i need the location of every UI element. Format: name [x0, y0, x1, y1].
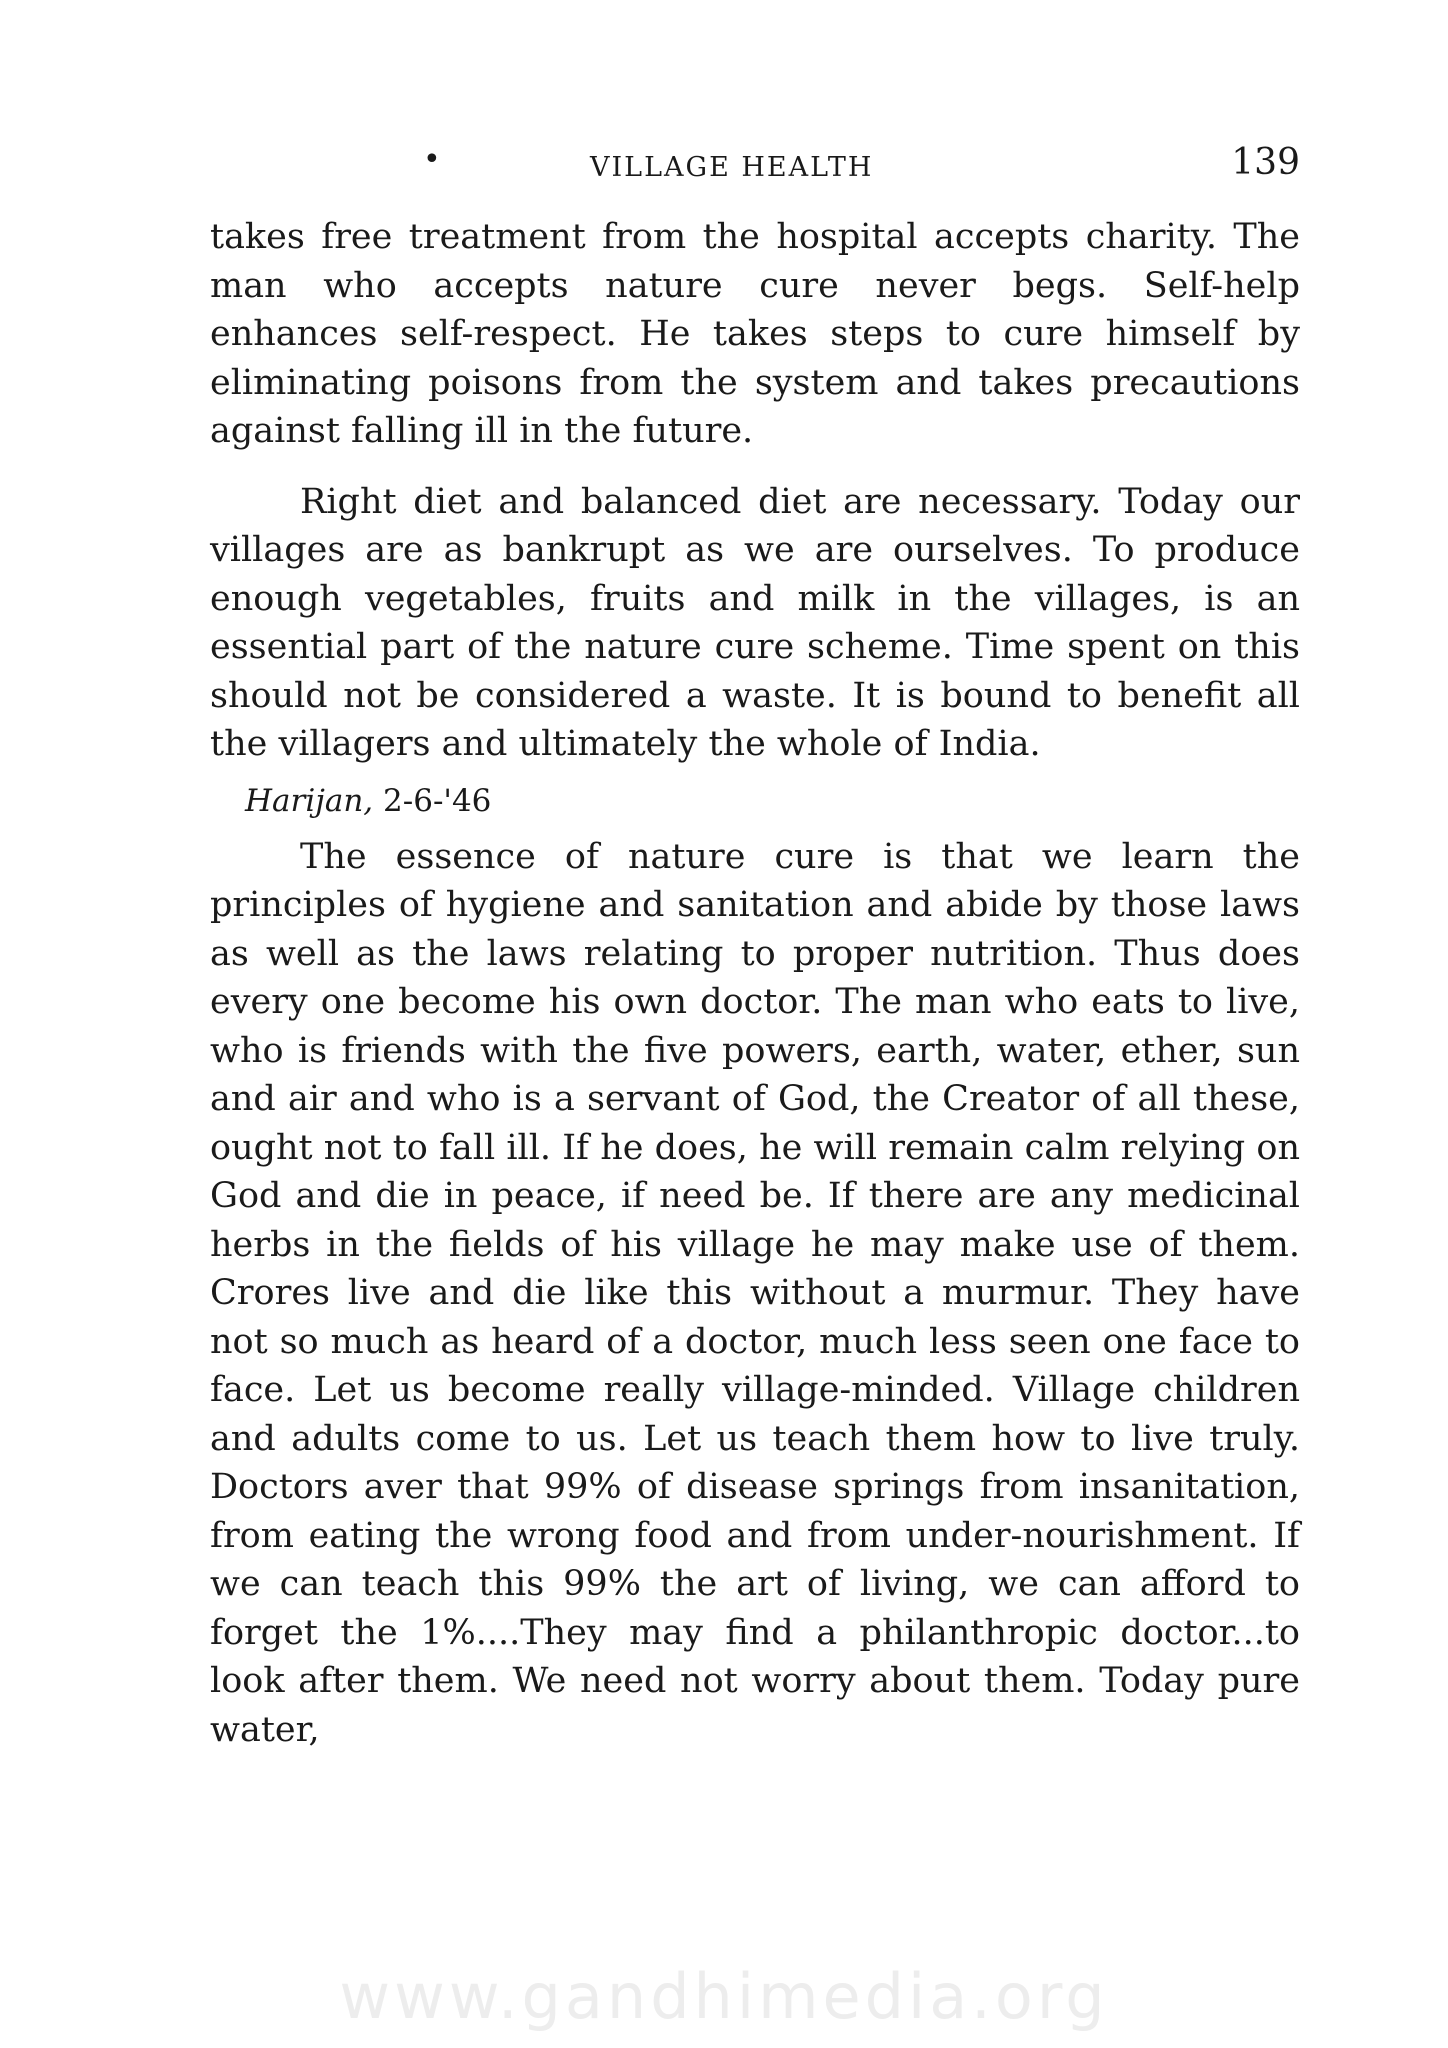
paragraph-essence-of-nature-cure: The essence of nature cure is that we learn the principles of hygiene and sanitation and abide by those laws as well as the laws relating to proper nutrition. Thus does every one become his own doctor. The man who eats to live, who is friends with the five powers, earth, water, ether, sun and air and who is a servant of God, the Creator of all these, ought not to fall ill. If he does, he will remain calm relying on God and die in peace, if need be. If there are any medicinal herbs in the fields of his village he may make use of them. Crores live and die like this without a murmur. They have not so much as heard of a doctor, much less seen one face to face. Let us become really village-minded. Village children and adults come to us. Let us teach them how to live truly. Doctors aver that 99% of disease springs from insanitation, from eating the wrong food and from under-nourishment. If we can teach this 99% the art of living, we can afford to forget the 1%....They may find a philanthropic doctor...to look after them. We need not worry about them. Today pure water,	[210, 836, 1300, 1750]
citation-date: 2-6-'46	[383, 782, 492, 819]
citation	[245, 779, 1300, 823]
header-marker: •	[423, 142, 441, 177]
running-title: VILLAGE HEALTH	[590, 152, 874, 183]
body-text	[210, 213, 1300, 1754]
citation-source: Harijan,	[245, 782, 374, 819]
paragraph-gap	[210, 456, 1300, 478]
page-number: 139	[1231, 142, 1300, 183]
paragraph-right-diet: Right diet and balanced diet are necessary. Today our villages are as bankrupt as we are ourselves. To produce enough vegetables, fruits and milk in the villages, is an essential part of the nature cure scheme. Time spent on this should not be considered a waste. It is bound to benefit all the villagers and ultimately the whole of India.	[210, 481, 1300, 764]
page-header	[210, 140, 1300, 190]
watermark: www.gandhimedia.org	[339, 1960, 1109, 2033]
paragraph-continuation: takes free treatment from the hospital accepts charity. The man who accepts nature cure never begs. Self-help enhances self-respect. He takes steps to cure himself by eliminating poisons from the system and takes precautions against falling ill in the future.	[210, 217, 1300, 451]
